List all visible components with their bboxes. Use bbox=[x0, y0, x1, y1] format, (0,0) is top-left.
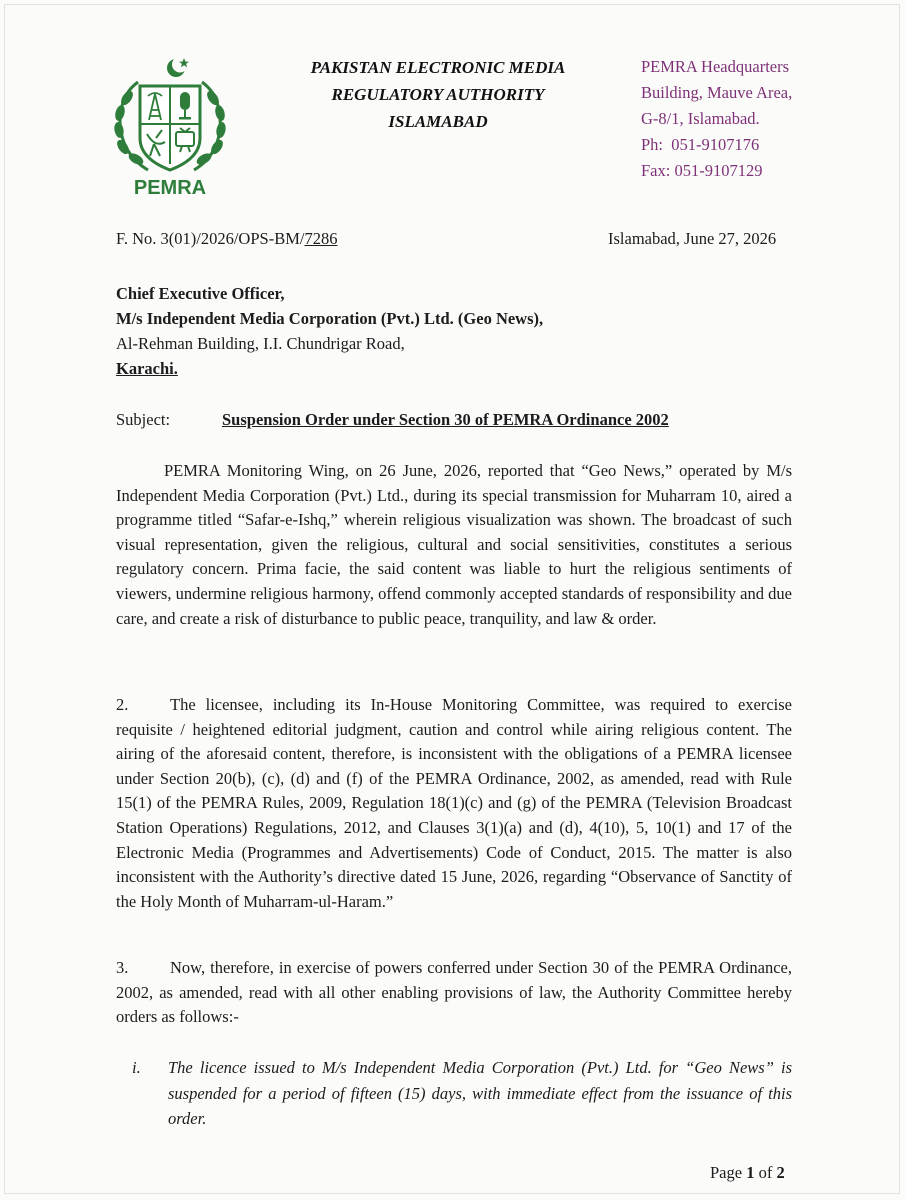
subject-label: Subject: bbox=[116, 410, 171, 429]
fax-line: Fax: 051-9107129 bbox=[641, 161, 763, 180]
paragraph-3-text: Now, therefore, in exercise of powers conferred under Section 30 of the PEMRA Ordinance, 2002, as amended, read with all other enabling provisions of law, the Authority Committee hereby orders as follows:- bbox=[116, 958, 792, 1027]
addressee-line-3: Al-Rehman Building, I.I. Chundrigar Road, bbox=[116, 334, 405, 353]
address-line-1: PEMRA Headquarters bbox=[641, 57, 790, 76]
address-line-3: G-8/1, Islamabad. bbox=[641, 109, 760, 128]
logo-text: PEMRA bbox=[133, 177, 207, 199]
paragraph-2 bbox=[116, 693, 792, 914]
pemra-logo bbox=[110, 52, 230, 200]
order-item-number: i. bbox=[132, 1058, 141, 1077]
addressee-block bbox=[116, 281, 543, 381]
addressee-line-1: Chief Executive Officer, bbox=[116, 284, 285, 303]
paragraph-3-number: 3. bbox=[116, 958, 129, 977]
file-number: 7286 bbox=[304, 229, 338, 248]
file-prefix: F. No. 3(01)/2026/OPS-BM/ bbox=[116, 229, 305, 248]
page-label: Page bbox=[710, 1163, 747, 1182]
letter-date: Islamabad, June 27, 2026 bbox=[608, 229, 777, 248]
paragraph-3 bbox=[116, 956, 792, 1030]
order-item-text: The licence issued to M/s Independent Media Corporation (Pvt.) Ltd. for “Geo News” is suspended for a period of fifteen (15) days, with immediate effect from the issuance of this order. bbox=[168, 1058, 792, 1128]
phone-line: Ph: 051-9107176 bbox=[641, 135, 760, 154]
paragraph-2-number: 2. bbox=[116, 695, 129, 714]
order-item-i bbox=[116, 1055, 792, 1132]
org-line-1: PAKISTAN ELECTRONIC MEDIA bbox=[310, 58, 566, 77]
paragraph-1 bbox=[116, 459, 792, 631]
letterhead-address bbox=[641, 54, 871, 184]
subject-text: Suspension Order under Section 30 of PEMRA Ordinance 2002 bbox=[222, 410, 669, 429]
organization-name bbox=[256, 54, 620, 135]
org-line-2: REGULATORY AUTHORITY bbox=[331, 85, 545, 104]
page-of: of bbox=[754, 1163, 777, 1182]
org-line-3: ISLAMABAD bbox=[388, 112, 488, 131]
paragraph-1-text: PEMRA Monitoring Wing, on 26 June, 2026, reported that “Geo News,” operated by M/s Independent Media Corporation (Pvt.) Ltd., during its special transmission for Muharram 10, aired a programme titled “Safar-e-Ishq,” wherein religious visualization was shown. The broadcast of such visual representation, given the religious, cultural and social sensitivities, constitutes a serious regulatory concern. Prima facie, the said content was liable to hurt the religious sentiments of viewers, undermine religious harmony, offend commonly accepted standards of responsibility and due care, and create a risk of disturbance to public peace, tranquility, and law & order. bbox=[116, 461, 792, 628]
page-current: 1 bbox=[746, 1163, 755, 1182]
crescent-star-icon bbox=[167, 57, 189, 78]
addressee-line-2: M/s Independent Media Corporation (Pvt.) Ltd. (Geo News), bbox=[116, 309, 544, 328]
page-total: 2 bbox=[776, 1163, 785, 1182]
paragraph-2-text: The licensee, including its In-House Monitoring Committee, was required to exercise requisite / heightened editorial judgment, caution and control while airing religious content. The airing of the aforesaid content, therefore, is inconsistent with the obligations of a PEMRA licensee under Section 20(b), (c), (d) and (f) of the PEMRA Ordinance, 2002, as amended, read with Rule 15(1) of the PEMRA Rules, 2009, Regulation 18(1)(c) and (g) of the PEMRA (Television Broadcast Station Operations) Regulations, 2012, and Clauses 3(1)(a) and (d), 4(10), 5, 10(1) and 17 of the Electronic Media (Programmes and Advertisements) Code of Conduct, 2015. The matter is also inconsistent with the Authority’s directive dated 15 June, 2026, regarding “Observance of Sanctity of the Holy Month of Muharram-ul-Haram.” bbox=[116, 695, 792, 911]
address-line-2: Building, Mauve Area, bbox=[641, 83, 793, 102]
page-number bbox=[710, 1163, 785, 1183]
addressee-city: Karachi. bbox=[116, 359, 178, 378]
file-reference bbox=[116, 229, 337, 249]
